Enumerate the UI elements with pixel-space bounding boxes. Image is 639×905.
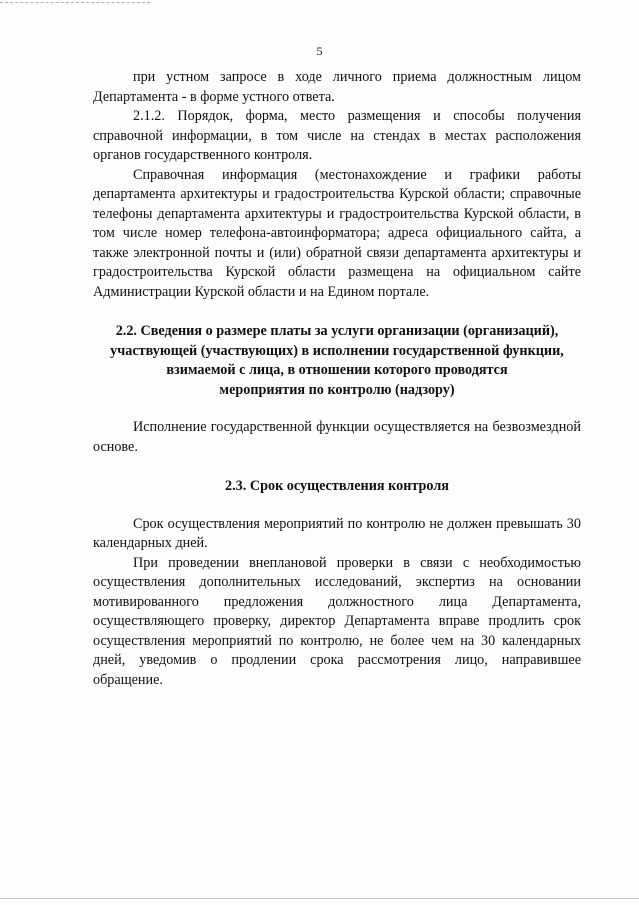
paragraph-2-1-2: 2.1.2. Порядок, форма, место размещения и способы получения справочной информации, в том числе на стендах в местах расположения органов государственного контроля. (93, 108, 581, 163)
heading-2-2-line-4: мероприятия по контролю (надзору) (219, 381, 455, 398)
heading-2-2-line-1: 2.2. Сведения о размере платы за услуги организации (организаций), (115, 323, 559, 339)
paragraph-control-term: Срок осуществления мероприятий по контролю не должен превышать 30 календарных дней. (93, 515, 581, 551)
section-heading-2-2 (93, 322, 581, 400)
scan-bottom-edge (0, 898, 639, 899)
heading-2-2-line-2: участвующей (участвующих) в исполнении государственной функции, (110, 342, 564, 359)
heading-2-2-line-3: взимаемой с лица, в отношении которого проводятся (166, 362, 508, 378)
paragraph-unscheduled-inspection: При проведении внеплановой проверки в связи с необходимостью осуществления дополнительных исследований, экспертиз на основании мотивированного предложения должностного лица Департамента, осуществляющего проверку, директор Департамента вправе продлить срок осуществления мероприятий по контролю, не более чем на 30 календарных дней, уведомив о продлении срока рассмотрения лицо, направившее обращение. (93, 554, 581, 688)
paragraph-reference-info: Справочная информация (местонахождение и графики работы департамента архитектуры и градостроительства Курской области; справочные телефоны департамента архитектуры и градостроительства Курской области, в том числе номер телефона-автоинформатора; адреса официального сайта, а также электронной почты и (или) обратной связи департамента архитектуры и градостроительства Курской области размещена на официальном сайте Администрации Курской области и на Едином портале. (93, 166, 581, 300)
paragraph-free-of-charge: Исполнение государственной функции осуществляется на безвозмездной основе. (93, 419, 581, 455)
page-number: 5 (316, 44, 323, 58)
document-body (93, 68, 581, 690)
scan-top-edge (0, 2, 150, 3)
paragraph-oral-request: при устном запросе в ходе личного приема должностным лицом Департамента - в форме устного ответа. (93, 69, 581, 105)
section-heading-2-3: 2.3. Срок осуществления контроля (225, 478, 449, 494)
